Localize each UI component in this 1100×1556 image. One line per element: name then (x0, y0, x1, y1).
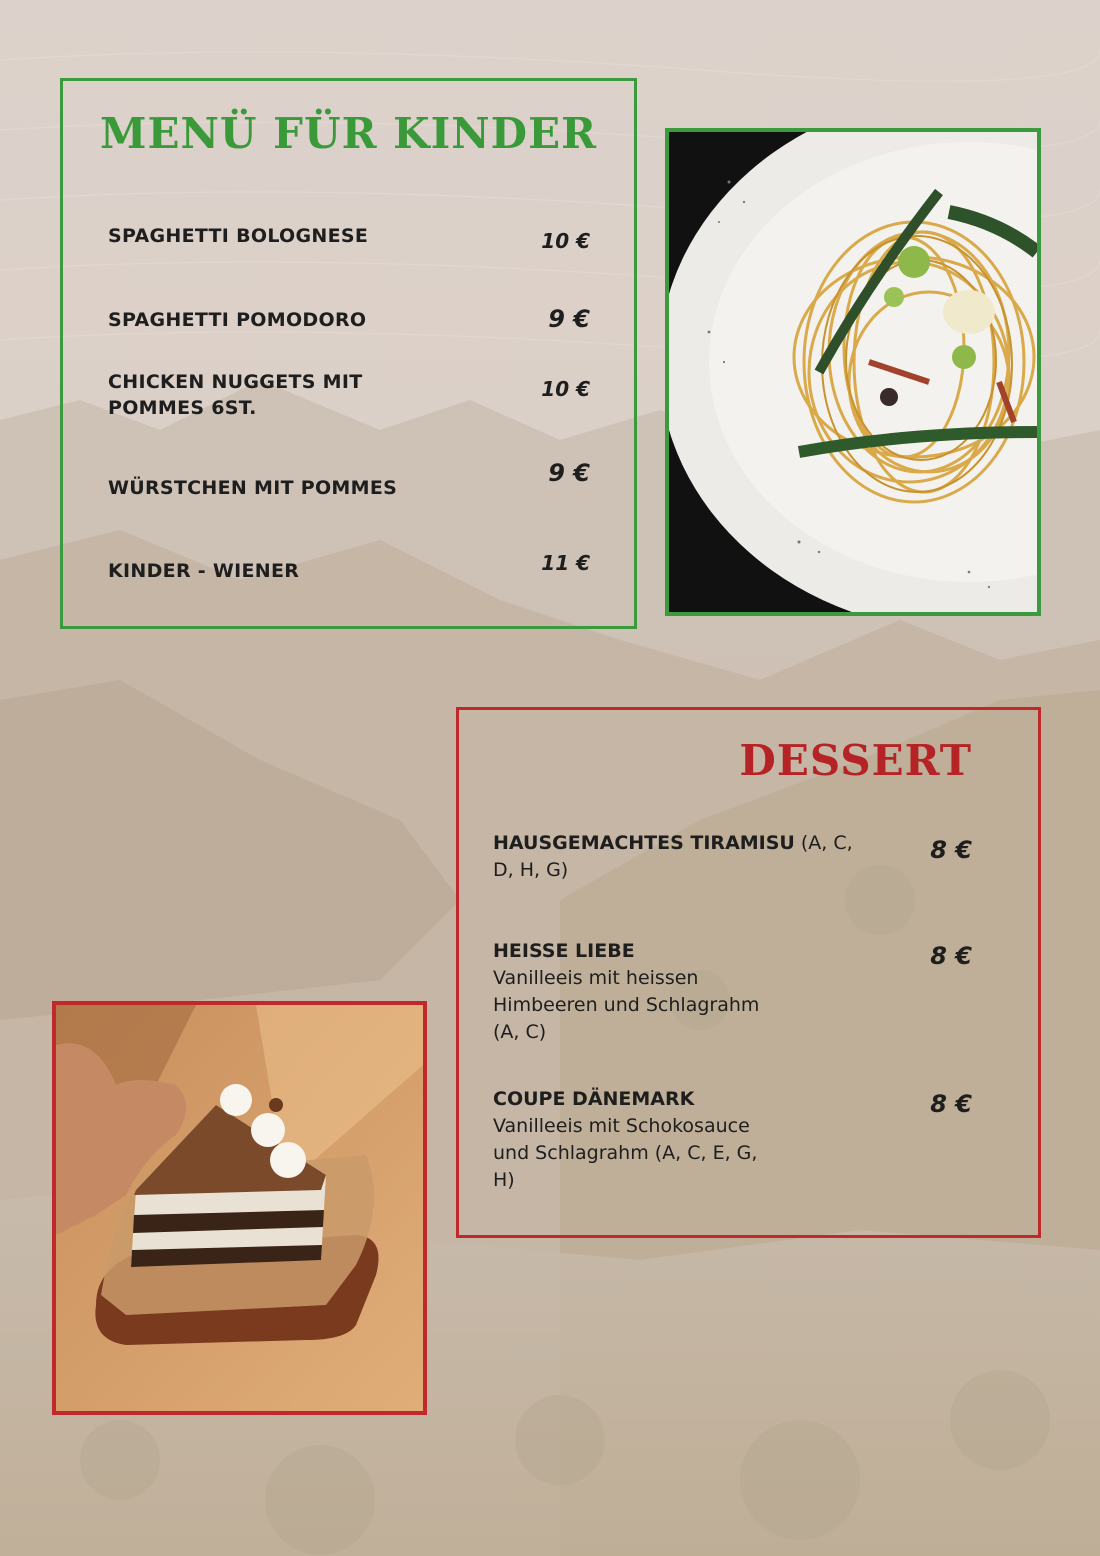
kids-item-price: 9 € (548, 305, 590, 333)
dessert-item-name: COUPE DÄNEMARK (493, 1088, 695, 1110)
dessert-item (493, 938, 763, 1046)
dessert-item-price: 8 € (930, 836, 972, 864)
kids-item-name: KINDER - WIENER (108, 560, 300, 582)
dessert-item-details: (A, C, D, H, G) (493, 832, 853, 881)
dessert-item-details: Vanilleeis mit heissen Himbeeren und Schlagrahm (A, C) (493, 967, 760, 1043)
dessert-item-price: 8 € (930, 1090, 972, 1118)
kids-item-name: CHICKEN NUGGETS MIT POMMES 6ST. (108, 371, 363, 419)
dessert-menu-title: DESSERT (739, 736, 972, 785)
dessert-item-name: HAUSGEMACHTES TIRAMISU (493, 832, 795, 854)
kids-menu-title: MENÜ FÜR KINDER (100, 109, 597, 158)
dessert-item-name: HEISSE LIEBE (493, 940, 635, 962)
kids-item-name: SPAGHETTI BOLOGNESE (108, 225, 369, 247)
dessert-item-details: Vanilleeis mit Schokosauce und Schlagrahm (A, C, E, G, H) (493, 1115, 758, 1191)
kids-menu-panel (60, 78, 637, 629)
pasta-photo (665, 128, 1041, 616)
kids-item-name: WÜRSTCHEN MIT POMMES (108, 477, 398, 499)
kids-item-name: SPAGHETTI POMODORO (108, 309, 367, 331)
kids-item-price: 10 € (541, 229, 590, 253)
tiramisu-photo (52, 1001, 427, 1415)
kids-item-price: 9 € (548, 459, 590, 487)
kids-item-price: 11 € (541, 551, 590, 575)
dessert-item (493, 830, 863, 884)
dessert-item (493, 1086, 783, 1194)
dessert-item-price: 8 € (930, 942, 972, 970)
dessert-menu-panel (456, 707, 1041, 1238)
kids-item-price: 10 € (541, 377, 590, 401)
